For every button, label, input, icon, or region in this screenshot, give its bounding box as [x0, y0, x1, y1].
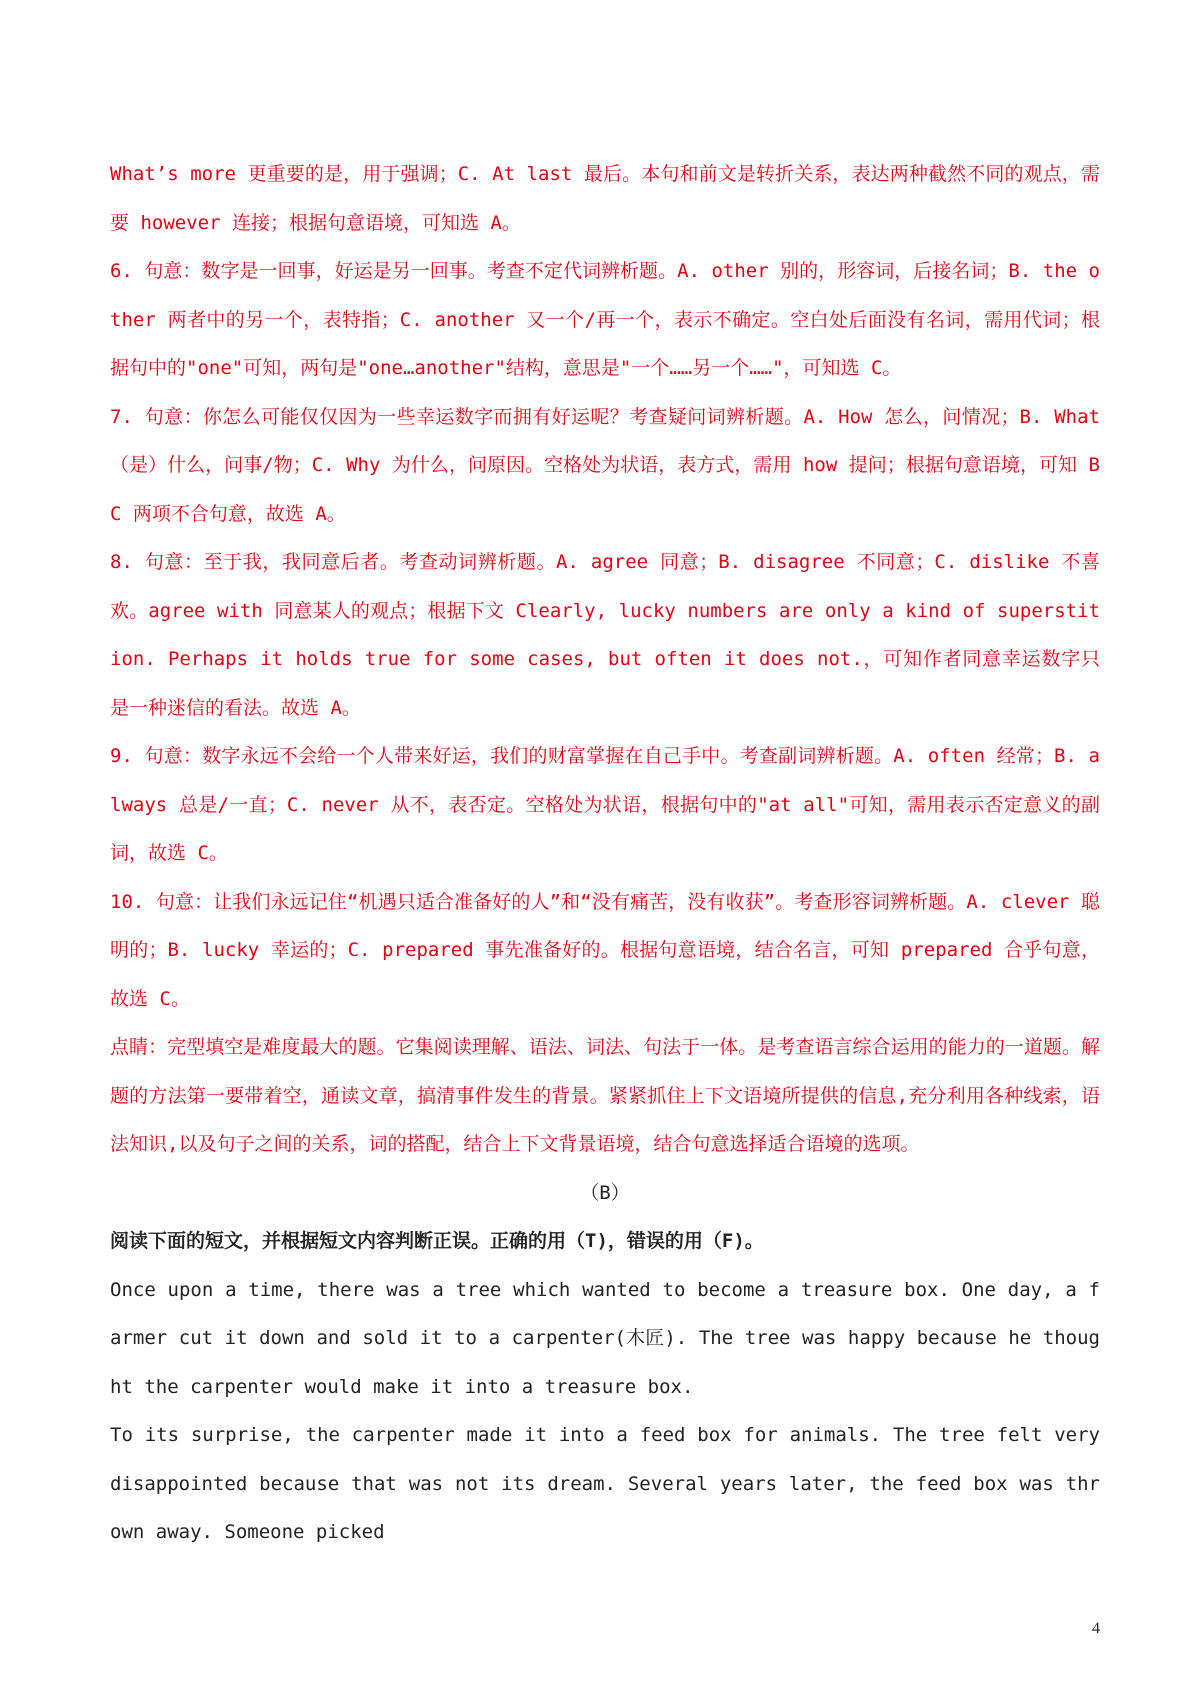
analysis-paragraph: What’s more 更重要的是，用于强调；C. At last 最后。本句和前文是转折关系，表达两种截然不同的观点，需要 however 连接；根据句意语境，可知选 A。	[110, 163, 1100, 234]
section-label: （B）	[580, 1181, 630, 1204]
reading-instruction: 阅读下面的短文，并根据短文内容判断正误。正确的用（T)，错误的用（F)。	[110, 1230, 764, 1252]
passage-paragraph-1: Once upon a time, there was a tree which wanted to become a treasure box. One day, a farmer cut it down and sold it to a carpenter(木匠). The tree was happy because he thought the carpenter would make it into a treasure box.	[110, 1278, 1100, 1398]
document-page	[110, 150, 1100, 1557]
page-number: 4	[1092, 1620, 1100, 1637]
analysis-item-8: 8. 句意：至于我，我同意后者。考查动词辨析题。A. agree 同意；B. disagree 不同意；C. dislike 不喜欢。agree with 同意某人的观点；根据下文 Clearly, lucky numbers are only a kind of superstition. Perhaps it holds true for some cases, but often it does not.，可知作者同意幸运数字只是一种迷信的看法。故选 A。	[110, 551, 1100, 719]
passage-paragraph-2: To its surprise, the carpenter made it into a feed box for animals. The tree felt very disappointed because that was not its dream. Several years later, the feed box was thrown away. Someone picked	[110, 1424, 1100, 1543]
analysis-item-9: 9. 句意：数字永远不会给一个人带来好运，我们的财富掌握在自己手中。考查副词辨析题。A. often 经常；B. always 总是/一直；C. never 从不，表否定。空格处为状语，根据句中的"at all"可知，需用表示否定意义的副词，故选 C。	[110, 745, 1100, 864]
analysis-item-10: 10. 句意：让我们永远记住“机遇只适合准备好的人”和“没有痛苦，没有收获”。考查形容词辨析题。A. clever 聪明的；B. lucky 幸运的；C. prepared 事先准备好的。根据句意语境，结合名言，可知 prepared 合乎句意，故选 C。	[110, 890, 1100, 1010]
analysis-item-6: 6. 句意：数字是一回事，好运是另一回事。考查不定代词辨析题。A. other 别的，形容词，后接名词；B. the other 两者中的另一个，表特指；C. another 又一个/再一个，表示不确定。空白处后面没有名词，需用代词；根据句中的"one"可知，两句是"one…another"结构，意思是"一个……另一个……"，可知选 C。	[110, 260, 1100, 379]
key-point-note: 点睛：完型填空是难度最大的题。它集阅读理解、语法、词法、句法于一体。是考查语言综合运用的能力的一道题。解题的方法第一要带着空，通读文章，搞清事件发生的背景。紧紧抓住上下文语境所提供的信息,充分利用各种线索，语法知识,以及句子之间的关系，词的搭配，结合上下文背景语境，结合句意选择适合语境的选项。	[110, 1036, 1100, 1155]
analysis-item-7: 7. 句意：你怎么可能仅仅因为一些幸运数字而拥有好运呢？考查疑问词辨析题。A. How 怎么，问情况；B. What（是）什么，问事/物；C. Why 为什么，问原因。空格处为状语，表方式，需用 how 提问；根据句意语境，可知 BC 两项不合句意，故选 A。	[110, 405, 1100, 525]
